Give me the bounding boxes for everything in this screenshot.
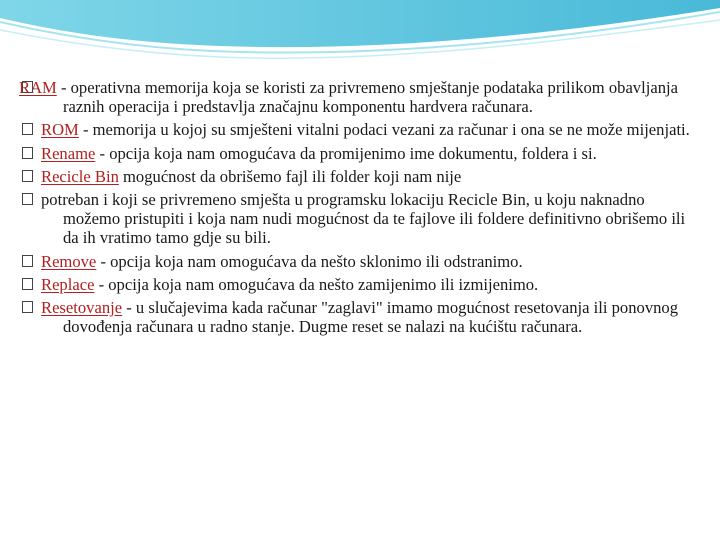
checkbox-bullet-icon <box>22 193 33 205</box>
checkbox-bullet-icon <box>22 278 33 290</box>
list-item <box>22 298 692 336</box>
list-item <box>22 252 692 271</box>
checkbox-bullet-icon <box>22 301 33 313</box>
term-list <box>19 78 692 340</box>
list-item <box>19 78 692 117</box>
checkbox-bullet-icon <box>22 81 33 93</box>
term-link[interactable]: Replace <box>41 274 95 294</box>
term-link[interactable]: ROM <box>41 120 79 140</box>
checkbox-bullet-icon <box>22 170 33 182</box>
list-item <box>22 144 692 163</box>
definition-text: mogućnost da obrišemo fajl ili folder koji nam nije <box>118 166 462 186</box>
definition-text: - memorija u kojoj su smješteni vitalni podaci vezani za računar i ona se ne može mijenjati. <box>78 120 690 140</box>
term-link[interactable]: Resetovanje <box>41 298 123 318</box>
definition-text: - operativna memorija koja se koristi za privremeno smještanje podataka prilikom obavljanja raznih operacija i predstavlja značajnu komponentu hardvera računara. <box>56 78 678 117</box>
term-link[interactable]: Recicle Bin <box>41 166 119 186</box>
checkbox-bullet-icon <box>22 147 33 159</box>
term-link[interactable]: Remove <box>41 251 97 271</box>
definition-text: - opcija koja nam omogućava da promijenimo ime dokumentu, foldera i si. <box>95 143 597 163</box>
term-link[interactable]: RAM <box>19 78 57 97</box>
term-link[interactable]: Rename <box>41 143 96 163</box>
checkbox-bullet-icon <box>22 255 33 267</box>
list-item <box>22 120 692 139</box>
definition-text: - opcija koja nam omogućava da nešto zamijenimo ili izmijenimo. <box>94 274 539 294</box>
definition-text: - u slučajevima kada računar "zaglavi" imamo mogućnost resetovanja ili ponovnog dovođenja računara u radno stanje. Dugme reset se nalazi na kućištu računara. <box>63 298 679 337</box>
definition-text: potreban i koji se privremeno smješta u programsku lokaciju Recicle Bin, u koju naknadno možemo pristupiti i koja nam nudi mogućnost da te fajlove ili foldere definitivno obrišemo ili da ih vratimo tamo gdje su bili. <box>41 190 686 248</box>
checkbox-bullet-icon <box>22 123 33 135</box>
header-wave-decoration <box>0 0 720 70</box>
list-item <box>22 275 692 294</box>
list-item <box>22 167 692 186</box>
list-item <box>22 190 692 248</box>
definition-text: - opcija koja nam omogućava da nešto sklonimo ili odstranimo. <box>96 251 523 271</box>
